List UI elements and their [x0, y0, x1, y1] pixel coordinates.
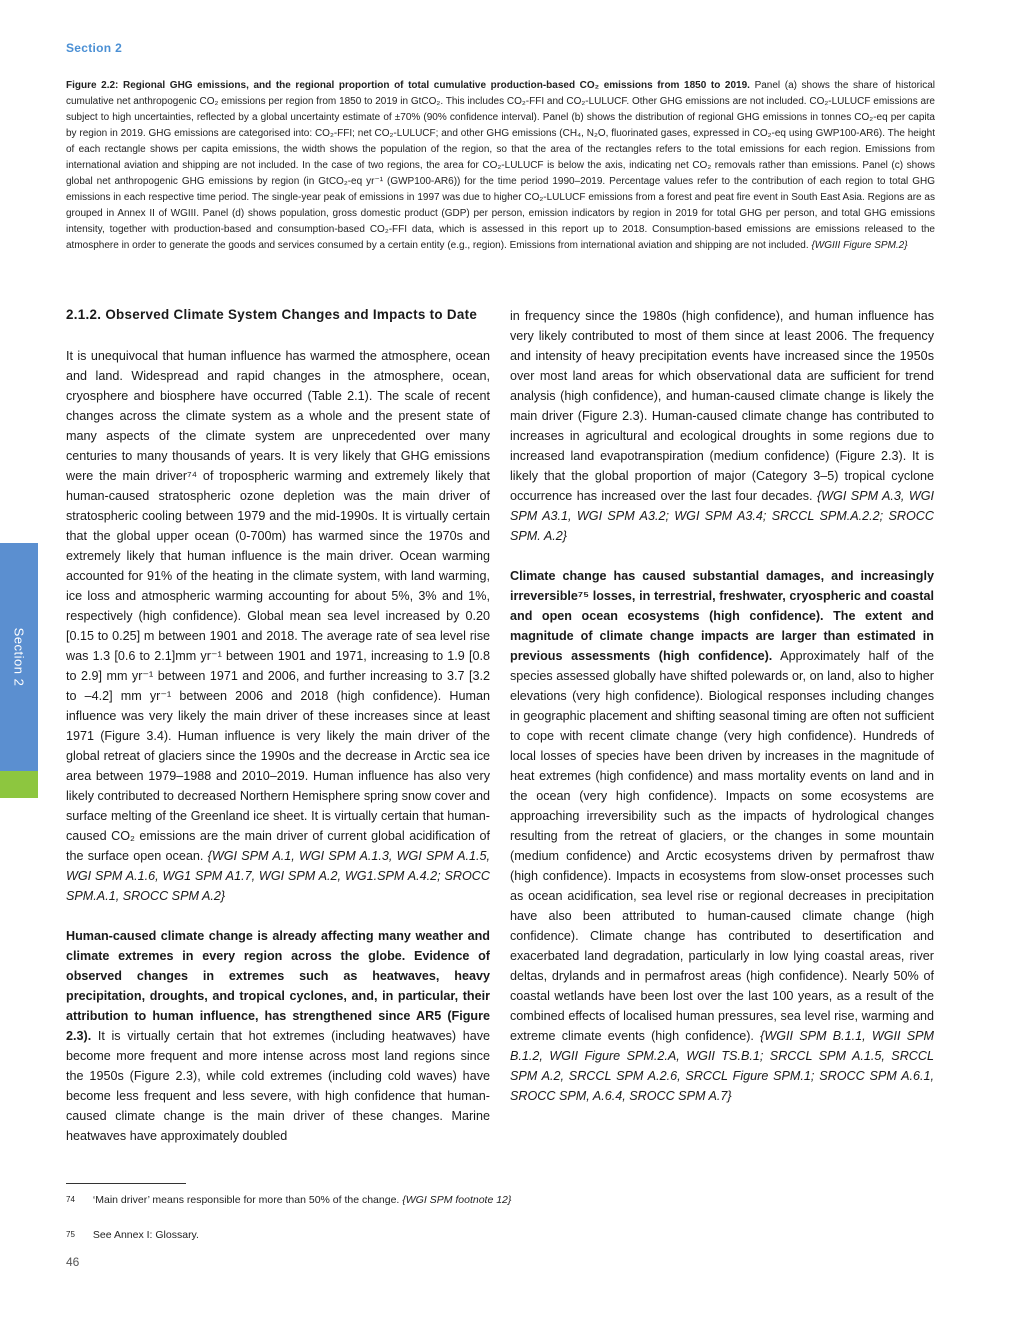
paragraph-damages: [510, 566, 934, 1106]
footnote-number: 75: [66, 1230, 75, 1239]
side-tab-accent: [0, 771, 38, 798]
footnote-ref: {WGI SPM footnote 12}: [402, 1194, 512, 1206]
paragraph-text: It is virtually certain that hot extremes (including heatwaves) have become more frequent and more intense across most land regions since the 1950s (Figure 2.3), while cold extremes (including cold waves) have become less frequent and less severe, with high confidence that human-caused climate change is the main driver of these changes. Marine heatwaves have approximately doubled: [66, 1029, 490, 1143]
figure-caption: [66, 78, 935, 254]
caption-title: Figure 2.2: Regional GHG emissions, and the regional proportion of total cumulative production-based CO₂ emissions from 1850 to 2019.: [66, 80, 750, 91]
footnote-text: ‘Main driver’ means responsible for more than 50% of the change.: [92, 1194, 400, 1206]
paragraph-text: It is unequivocal that human influence has warmed the atmosphere, ocean and land. Widespread and rapid changes in the atmosphere, ocean, cryosphere and biosphere have occurred (Table 2.1). The scale of recent changes across the climate system as a whole and the present state of many aspects of the climate system are unprecedented over many centuries to many thousands of years. It is very likely that GHG emissions were the main driver⁷⁴ of tropospheric warming and extremely likely that human-caused stratospheric ozone depletion was the main driver of stratospheric cooling between 1979 and the mid-1990s. It is virtually certain that the global upper ocean (0-700m) has warmed since the 1970s and extremely likely that human influence is the main driver. Ocean warming accounted for 91% of the heating in the climate system, with land warming, ice loss and atmospheric warming accounting for about 5%, 3% and 1%, respectively (high confidence). Global mean sea level increased by 0.20 [0.15 to 0.25] m between 1901 and 2018. The average rate of sea level rise was 1.3 [0.6 to 2.1]mm yr⁻¹ between 1901 and 1971, increasing to 1.9 [0.8 to 2.9] mm yr⁻¹ between 1971 and 2006, and further increasing to 3.7 [3.2 to –4.2] mm yr⁻¹ between 2006 and 2018 (high confidence). Human influence was very likely the main driver of these increases since at least 1971 (Figure 3.4). Human influence is very likely the main driver of the global retreat of glaciers since the 1990s and the decrease in Arctic sea ice area between 1979–1988 and 2010–2019. Human influence has also very likely contributed to decreased Northern Hemisphere spring snow cover and surface melting of the Greenland ice sheet. It is virtually certain that human-caused CO₂ emissions are the main driver of current global acidification of the surface open ocean.: [66, 349, 490, 863]
right-column: [510, 306, 934, 1126]
paragraph-refs: {WGI SPM A.3, WGI SPM A3.1, WGI SPM A3.2; WGI SPM A3.4; SRCCL SPM.A.2.2; SROCC SPM. A.2}: [510, 489, 935, 543]
paragraph-lead: Human-caused climate change is already affecting many weather and climate extremes in every region across the globe. Evidence of observed changes in extremes such as heatwaves, heavy precipitation, droughts, and tropical cyclones, and, in particular, their attribution to human influence, has strengthened since AR5 (Figure 2.3).: [66, 929, 490, 1043]
paragraph-text: in frequency since the 1980s (high confidence), and human influence has very likely contributed to most of them since at least 2006. The frequency and intensity of heavy precipitation events have increased since the 1950s over most land areas for which observational data are sufficient for trend analysis (high confidence), and human-caused climate change is likely the main driver (Figure 2.3). Human-caused climate change has contributed to increases in agricultural and ecological droughts in some regions due to increased land evapotranspiration (medium confidence) (Figure 2.3). It is likely that the global proportion of major (Category 3–5) tropical cyclone occurrence has increased over the last four decades.: [510, 309, 934, 503]
paragraph-refs: {WGI SPM A.1, WGI SPM A.1.3, WGI SPM A.1.5, WGI SPM A.1.6, WG1 SPM A1.7, WGI SPM A.2, WG1.SPM A.4.2; SROCC SPM.A.1, SROCC SPM A.2}: [66, 849, 490, 903]
paragraph-extremes-continued: [510, 306, 934, 546]
footnote-divider: [66, 1183, 186, 1184]
section-label: Section 2: [66, 41, 123, 55]
footnote-75: [66, 1228, 199, 1242]
paragraph-observed-changes: [66, 346, 490, 906]
side-tab-label: Section 2: [11, 627, 27, 687]
paragraph-lead: Climate change has caused substantial damages, and increasingly irreversible⁷⁵ losses, in terrestrial, freshwater, cryospheric and coastal and open ocean ecosystems (high confidence). The extent and magnitude of climate change impacts are larger than estimated in previous assessments (high confidence).: [510, 569, 934, 663]
footnote-74: [66, 1193, 511, 1207]
section-heading: 2.1.2. Observed Climate System Changes and Impacts to Date: [66, 307, 478, 322]
paragraph-text: Approximately half of the species assessed globally have shifted polewards or, on land, also to higher elevations (very high confidence). Biological responses including changes in geographic placement and shifting seasonal timing are often not sufficient to cope with recent climate change (very high confidence). Hundreds of local losses of species have been driven by increases in the magnitude of heat extremes (high confidence) and mass mortality events on land and in the ocean (very high confidence). Impacts on some ecosystems are approaching irreversibility such as the impacts of hydrological changes resulting from the retreat of glaciers, or the changes in some mountain (medium confidence) and Arctic ecosystems driven by permafrost thaw (high confidence). Impacts in ecosystems from slow-onset processes such as ocean acidification, sea level rise or regional decreases in precipitation have also been attributed to human-caused climate change (high confidence). Climate change has contributed to desertification and exacerbated land degradation, particularly in low lying coastal areas, river deltas, drylands and in permafrost areas (high confidence). Nearly 50% of coastal wetlands have been lost over the last 100 years, as a result of the combined effects of localised human pressures, sea level rise, warming and extreme climate events (high confidence).: [510, 649, 934, 1043]
footnote-text: See Annex I: Glossary.: [92, 1229, 199, 1241]
page-number: 46: [66, 1255, 80, 1269]
left-column: [66, 306, 490, 1166]
paragraph-extremes: [66, 926, 490, 1146]
caption-ref: {WGIII Figure SPM.2}: [811, 240, 908, 251]
section-side-tab: [0, 543, 38, 771]
paragraph-refs: {WGII SPM B.1.1, WGII SPM B.1.2, WGII Figure SPM.2.A, WGII TS.B.1; SRCCL SPM A.1.5, SRCCL SPM A.2, SRCCL SPM A.2.6, SRCCL Figure SPM.1; SROCC SPM A.6.1, SROCC SPM, A.6.4, SROCC SPM A.7}: [510, 1029, 934, 1103]
caption-body: Panel (a) shows the share of historical cumulative net anthropogenic CO₂ emissions per region from 1850 to 2019 in GtCO₂. This includes CO₂-FFI and CO₂-LULUCF. Other GHG emissions are not included. CO₂-LULUCF emissions are subject to high uncertainties, reflected by a global uncertainty estimate of ±70% (90% confidence interval). Panel (b) shows the distribution of regional GHG emissions in tonnes CO₂-eq per capita by region in 2019. GHG emissions are categorised into: CO₂-FFI; net CO₂-LULUCF; and other GHG emissions (CH₄, N₂O, fluorinated gases, expressed in CO₂-eq using GWP100-AR6). The height of each rectangle shows per capita emissions, the width shows the population of the region, so that the area of the rectangles refers to the total emissions for each region. Emissions from international aviation and shipping are not included. In the case of two regions, the area for CO₂-LULUCF is below the axis, indicating net CO₂ removals rather than emissions. Panel (c) shows global net anthropogenic GHG emissions by region (in GtCO₂-eq yr⁻¹ (GWP100-AR6)) for the time period 1990–2019. Percentage values refer to the contribution of each region to total GHG emissions in each respective time period. The single-year peak of emissions in 1997 was due to higher CO₂-LULUCF emissions from a forest and peat fire event in South East Asia. Regions are as grouped in Annex II of WGIII. Panel (d) shows population, gross domestic product (GDP) per person, emission indicators by region in 2019 for total GHG per person, and total GHG emissions intensity, together with production-based and consumption-based CO₂-FFI data, which is assessed in this report up to 2018. Consumption-based emissions are emissions released to the atmosphere in order to generate the goods and services consumed by a certain entity (e.g., region). Emissions from international aviation and shipping are not included.: [66, 80, 935, 251]
footnote-number: 74: [66, 1195, 75, 1204]
